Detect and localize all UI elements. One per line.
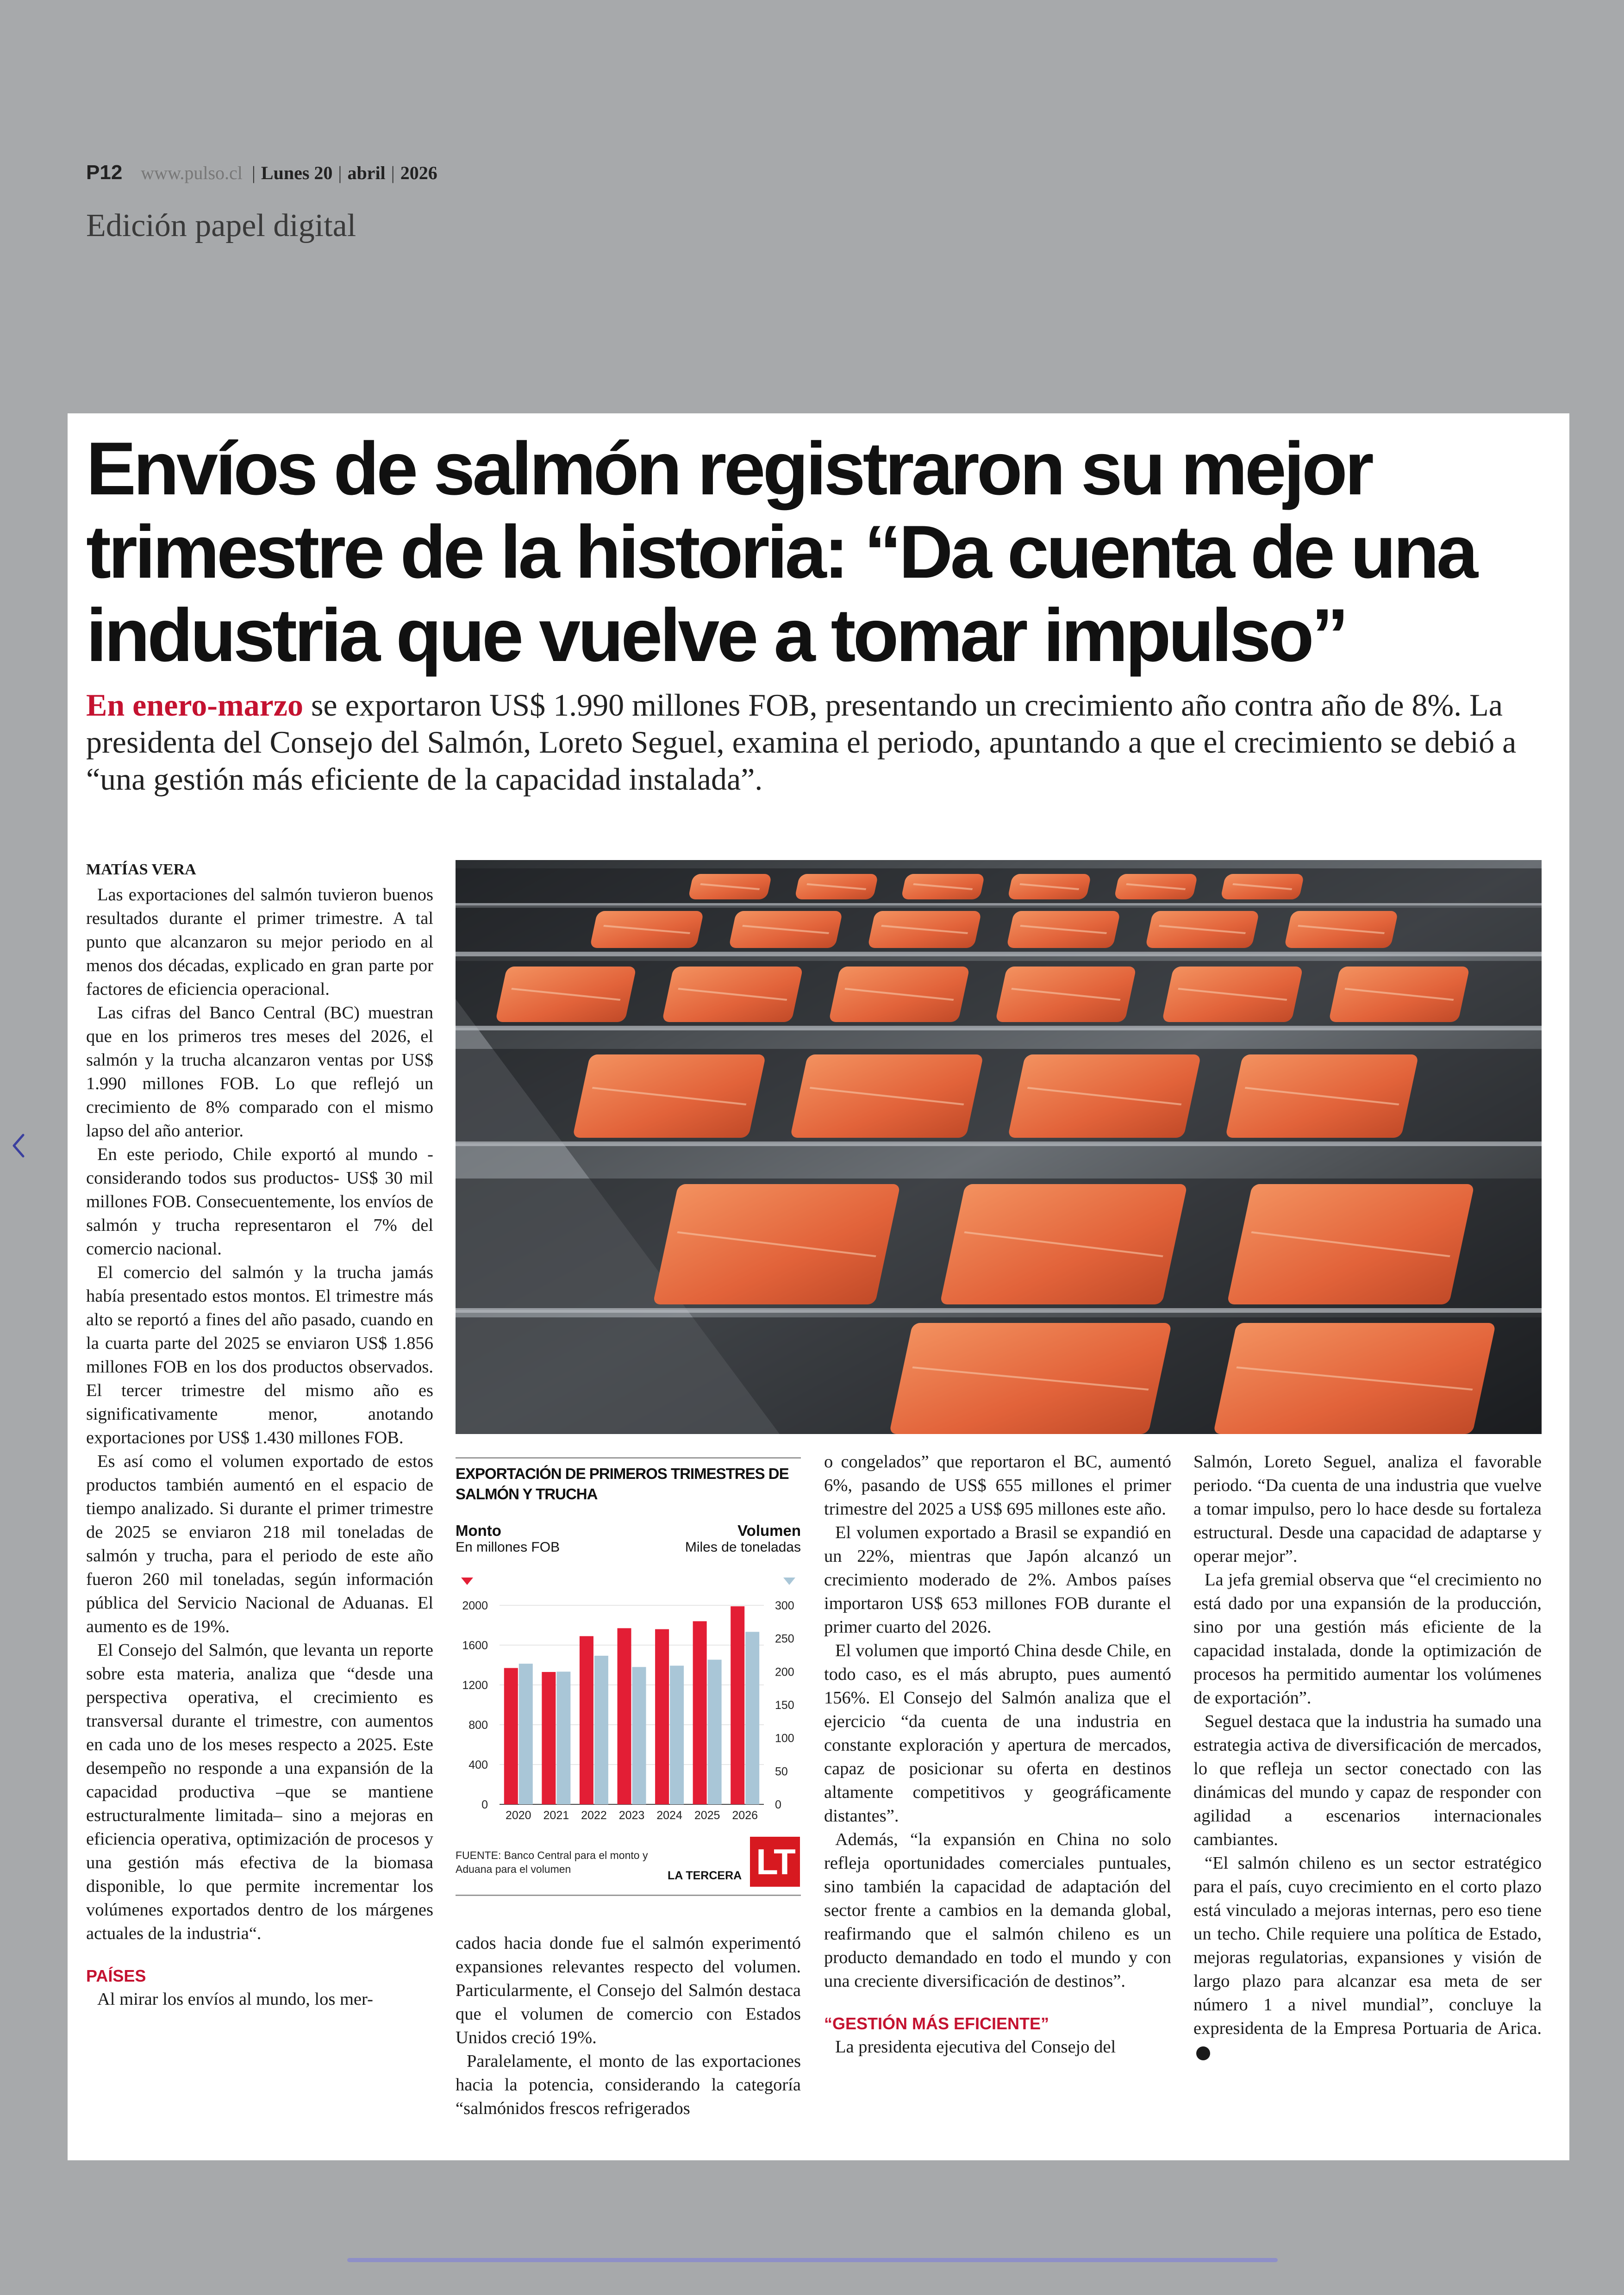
paragraph: La jefa gremial observa que “el crecimiento no está dado por una expansión de la producción, sino por una gestión más eficiente de la capacidad instalada, donde la optimización de procesos ha permitido aumentar los volúmenes de exportación”. <box>1193 1570 1542 1708</box>
bar-volumen <box>670 1665 684 1804</box>
headline: Envíos de salmón registraron su mejor trimestre de la historia: “Da cuenta de una industria que vuelve a tomar impulso” <box>86 427 1475 677</box>
subhead-paises: PAÍSES <box>86 1966 146 1985</box>
x-tick-label: 2021 <box>543 1809 569 1822</box>
date-month: abril <box>347 162 386 183</box>
bar-monto <box>731 1606 744 1804</box>
volumen-marker-icon <box>783 1578 795 1585</box>
bar-monto <box>542 1672 556 1804</box>
y-left-tick: 2000 <box>462 1599 488 1612</box>
paragraph: En este periodo, Chile exportó al mundo -considerando todos sus productos- US$ 30 mil millones FOB. Consecuentemente, los envíos de salmón y trucha representaron el 7% del comercio nacional. <box>86 1145 433 1259</box>
chart-source: FUENTE: Banco Central para el monto y Aduana para el volumen <box>456 1849 648 1875</box>
paragraph: El volumen exportado a Brasil se expandió en un 22%, mientras que Japón alcanzó un crecimiento moderado de 2%. Ambos países importaron US$ 653 millones FOB durante el primer cuarto del 2026. <box>824 1523 1171 1637</box>
bar-monto <box>655 1629 669 1804</box>
tray-rail <box>456 1141 1542 1146</box>
y-right-sublabel: Miles de toneladas <box>685 1540 801 1555</box>
newspaper-page <box>68 413 1569 2160</box>
bar-monto <box>580 1636 593 1804</box>
bar-monto <box>504 1668 518 1804</box>
site-url[interactable]: www.pulso.cl <box>141 162 243 183</box>
paragraph: El Consejo del Salmón, que levanta un reporte sobre esta materia, analiza que “desde una perspectiva operativa, el crecimiento es transversal durante el trimestre, con aumentos en cada uno de los meses respecto a 2025. Este desempeño no responde a una expansión de la capacidad productiva –que se mantiene estructuralmente limitada– sino a mejoras en eficiencia operativa, optimización de procesos y una gestión más efectiva de la biomasa disponible, lo que permite incrementar los volúmenes exportados dentro de los márgenes actuales de la industria“. <box>86 1640 433 1943</box>
tray-row <box>456 868 1542 905</box>
bar-monto <box>693 1621 707 1804</box>
column-2 <box>456 1932 801 2120</box>
paragraph: Las cifras del Banco Central (BC) muestran que en los primeros tres meses del 2026, el salmón y la trucha alcanzaron ventas por US$ 1.990 millones FOB. Lo que reflejó un crecimiento de 8% comparado con el mismo lapso del año anterior. <box>86 1003 433 1141</box>
y-right-tick: 50 <box>775 1765 788 1778</box>
byline: MATÍAS VERA <box>86 861 196 878</box>
la-tercera-logo: LT <box>750 1837 800 1887</box>
x-tick-label: 2026 <box>732 1809 758 1822</box>
y-right-tick: 300 <box>775 1599 794 1612</box>
tray-rail <box>456 1026 1542 1030</box>
paragraph: Es así como el volumen exportado de estos productos también aumentó en el espacio de tiempo analizado. Si durante el primer trimestre de 2025 se enviaron 218 mil toneladas de salmón y trucha, para el periodo de este año fueron 260 mil toneladas, según información pública del Servicio Nacional de Aduanas. El aumento es de 19%. <box>86 1452 433 1636</box>
chart-title: EXPORTACIÓN DE PRIMEROS TRIMESTRES DE SALMÓN Y TRUCHA <box>456 1465 789 1503</box>
column-3 <box>824 1450 1171 2059</box>
end-mark-icon <box>1196 2046 1210 2060</box>
chart-plot <box>456 1559 801 1846</box>
bar-volumen <box>745 1632 759 1804</box>
lede-kicker: En enero-marzo <box>86 687 303 723</box>
y-right-tick: 0 <box>775 1798 781 1811</box>
paragraph: Al mirar los envíos al mundo, los mer- <box>97 1989 373 2009</box>
x-tick-label: 2024 <box>656 1809 682 1822</box>
paragraph <box>1193 1852 1542 2064</box>
salmon-fillets-photo <box>456 860 1542 1434</box>
masthead: P12 www.pulso.cl | Lunes 20 | abril | 2026 <box>86 161 437 184</box>
bar-volumen <box>708 1660 722 1804</box>
lede-text: se exportaron US$ 1.990 millones FOB, presentando un crecimiento año contra año de 8%. La presidenta del Consejo del Salmón, Loreto Seguel, examina el periodo, apuntando a que el crecimiento se debió a “una gestión más eficiente de la capacidad instalada”. <box>86 687 1517 797</box>
x-tick-label: 2023 <box>618 1809 645 1822</box>
tray-rail <box>456 952 1542 956</box>
y-right-tick: 250 <box>775 1632 794 1646</box>
lede <box>86 686 1549 798</box>
monto-marker-icon <box>461 1578 473 1585</box>
paragraph: Paralelamente, el monto de las exportaciones hacia la potencia, considerando la categoría “salmónidos frescos refrigerados <box>456 2052 801 2118</box>
chevron-left-icon[interactable] <box>9 1129 28 1162</box>
x-tick-label: 2025 <box>694 1809 720 1822</box>
paragraph: El volumen que importó China desde Chile, en todo caso, es el más abrupto, pues aumentó 156%. El Consejo del Salmón analiza que el ejercicio “da cuenta de una industria en constante exploración y apertura de mercados, capaz de posicionar su oferta en destinos altamente competitivos y geográficamente distantes”. <box>824 1641 1171 1826</box>
paragraph: o congelados” que reportaron el BC, aumentó 6%, pasando de US$ 655 millones el primer trimestre del 2025 a US$ 695 millones este año. <box>824 1452 1171 1519</box>
y-left-tick: 400 <box>468 1759 488 1771</box>
y-left-tick: 1200 <box>462 1679 488 1692</box>
brand-name: LA TERCERA <box>668 1869 742 1882</box>
paragraph: Salmón, Loreto Seguel, analiza el favorable periodo. “Da cuenta de una industria que vuelve a tomar impulso, pero lo hace desde su fortaleza estructural. Desde una capacidad de adaptarse y operar mejor”. <box>1193 1452 1542 1566</box>
paragraph: La presidenta ejecutiva del Consejo del <box>835 2037 1116 2057</box>
y-left-sublabel: En millones FOB <box>456 1540 560 1555</box>
column-4 <box>1193 1450 1542 2064</box>
paragraph: cados hacia donde fue el salmón experimentó expansiones relevantes respecto del volumen. Particularmente, el Consejo del Salmón destaca que el volumen de comercio con Estados Unidos creció 19%. <box>456 1933 801 2047</box>
paragraph: El comercio del salmón y la trucha jamás había presentado estos montos. El trimestre más alto se reportó a fines del año pasado, cuando en la cuarta parte del 2025 se enviaron US$ 1.856 millones FOB en los dos productos observados. El tercer trimestre del mismo año es significativamente menor, anotando exportaciones por US$ 1.430 millones FOB. <box>86 1263 433 1447</box>
x-tick-label: 2022 <box>581 1809 607 1822</box>
page-number: P12 <box>86 161 123 184</box>
export-chart <box>456 1457 801 1920</box>
paragraph: Además, “la expansión en China no solo refleja oportunidades comerciales puntuales, sino también la capacidad de adaptación del sector frente a cambios en la demanda global, reafirmando que el salmón chileno es un producto demandado en todo el mundo y con una creciente diversificación de destinos”. <box>824 1830 1171 1991</box>
closing-paragraph: “El salmón chileno es un sector estratégico para el país, cuyo crecimiento en el corto plazo está vinculado a mejoras internas, pero eso tiene un techo. Chile requiere una política de Estado, mejoras regulatorias, expansiones y visión de largo plazo para alcanzar esa meta de ser número 1 a nivel mundial”, concluye la expresidenta de la Empresa Portuaria de Arica. <box>1193 1853 1542 2038</box>
date-day: Lunes 20 <box>261 162 333 183</box>
y-right-label: Volumen <box>737 1522 801 1539</box>
edition-label: Edición papel digital <box>86 208 356 243</box>
bar-volumen <box>556 1671 570 1804</box>
bar-volumen <box>594 1656 608 1804</box>
horizontal-scrollbar[interactable] <box>347 2258 1278 2262</box>
paragraph: Las exportaciones del salmón tuvieron buenos resultados durante el primer trimestre. A tal punto que alcanzaron su mejor periodo en al menos dos décadas, explicado en gran parte por factores de eficiencia operacional. <box>86 885 433 999</box>
bar-volumen <box>632 1667 646 1804</box>
subhead-gestion: “GESTIÓN MÁS EFICIENTE” <box>824 2014 1049 2033</box>
date-year: 2026 <box>400 162 437 183</box>
y-left-tick: 800 <box>468 1719 488 1732</box>
x-tick-label: 2020 <box>505 1809 531 1822</box>
y-right-tick: 100 <box>775 1732 794 1745</box>
bar-monto <box>618 1628 631 1804</box>
y-left-label: Monto <box>456 1522 501 1539</box>
paragraph: Seguel destaca que la industria ha sumado una estrategia activa de diversificación de mercados, lo que refleja un sector conectado con las dinámicas del mundo y capaz de responder con agilidad a escenarios internacionales cambiantes. <box>1193 1712 1542 1849</box>
tray-rail <box>456 1308 1542 1313</box>
column-1 <box>86 858 433 2011</box>
bar-volumen <box>519 1664 533 1804</box>
y-left-tick: 1600 <box>462 1639 488 1652</box>
y-right-tick: 150 <box>775 1699 794 1712</box>
y-right-tick: 200 <box>775 1665 794 1679</box>
y-left-tick: 0 <box>481 1798 488 1811</box>
